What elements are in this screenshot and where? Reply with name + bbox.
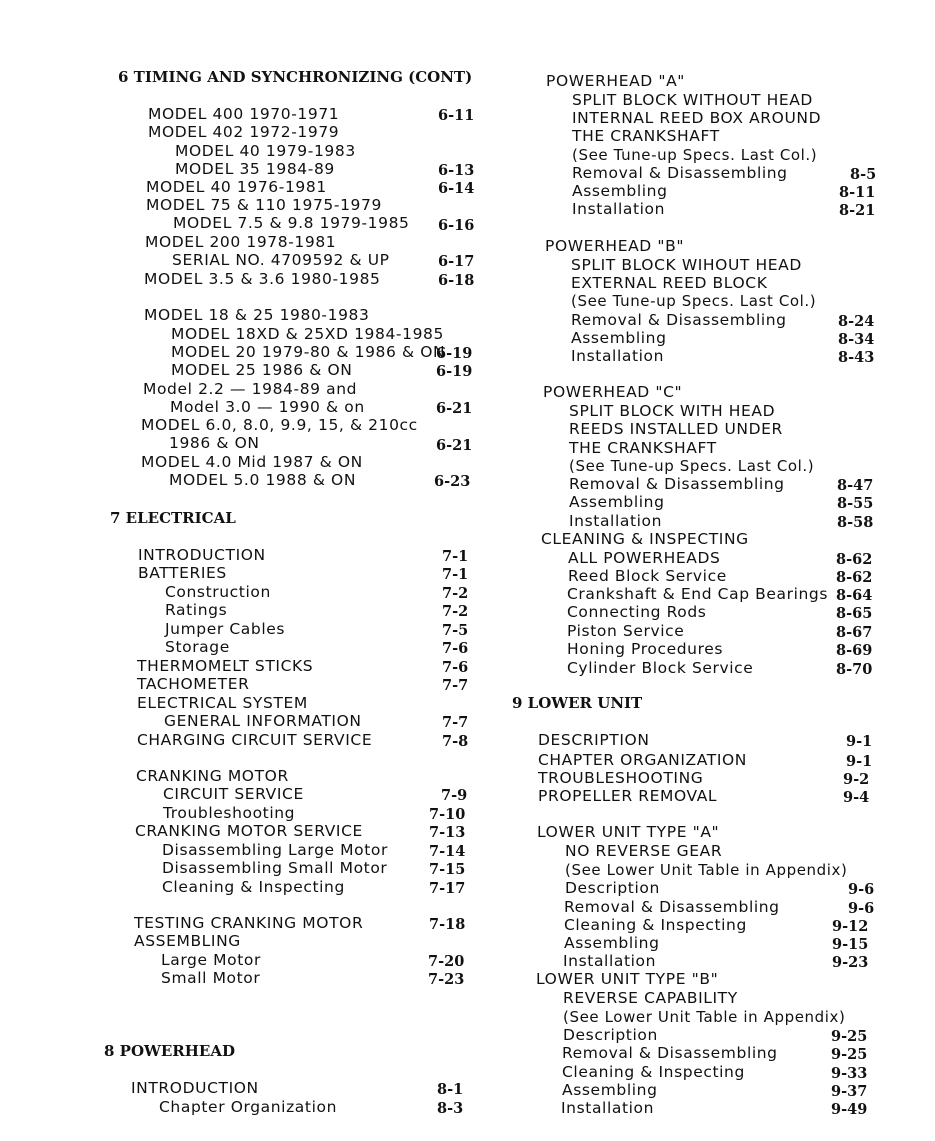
- toc-entry[interactable]: Removal & Disassembling: [564, 898, 780, 916]
- toc-entry[interactable]: POWERHEAD "A": [546, 72, 686, 90]
- toc-page-number: 9-15: [832, 936, 869, 953]
- toc-entry[interactable]: 1986 & ON: [169, 434, 260, 452]
- toc-entry[interactable]: INTERNAL REED BOX AROUND: [572, 109, 822, 127]
- toc-entry[interactable]: MODEL 200 1978-1981: [145, 233, 337, 251]
- toc-entry[interactable]: MODEL 402 1972-1979: [148, 123, 340, 141]
- toc-page-number: 8-47: [837, 477, 874, 494]
- toc-page-number: 8-11: [839, 184, 876, 201]
- toc-entry[interactable]: SPLIT BLOCK WITHOUT HEAD: [572, 91, 813, 109]
- toc-page-number: 7-8: [442, 733, 469, 750]
- toc-entry[interactable]: THE CRANKSHAFT: [569, 439, 717, 457]
- toc-entry[interactable]: POWERHEAD "C": [543, 383, 683, 401]
- toc-page-number: 9-12: [832, 918, 869, 935]
- toc-entry[interactable]: ASSEMBLING: [134, 932, 241, 950]
- toc-entry[interactable]: Chapter Organization: [159, 1098, 337, 1116]
- toc-entry[interactable]: EXTERNAL REED BLOCK: [571, 274, 768, 292]
- toc-entry[interactable]: CHARGING CIRCUIT SERVICE: [137, 731, 373, 749]
- toc-entry[interactable]: SERIAL NO. 4709592 & UP: [172, 251, 390, 269]
- toc-entry[interactable]: MODEL 25 1986 & ON: [171, 361, 353, 379]
- toc-entry[interactable]: Model 2.2 — 1984-89 and: [143, 380, 358, 398]
- toc-page-number: 8-58: [837, 514, 874, 531]
- toc-entry[interactable]: MODEL 3.5 & 3.6 1980-1985: [144, 270, 381, 288]
- chapter-6-heading: 6 TIMING AND SYNCHRONIZING (CONT): [118, 68, 473, 86]
- toc-page-number: 9-23: [832, 954, 869, 971]
- toc-page-number: 7-23: [428, 971, 465, 988]
- toc-page-number: 7-1: [442, 548, 469, 565]
- toc-entry[interactable]: CIRCUIT SERVICE: [163, 785, 304, 803]
- toc-entry[interactable]: SPLIT BLOCK WIHOUT HEAD: [571, 256, 802, 274]
- toc-entry[interactable]: Assembling: [562, 1081, 658, 1099]
- toc-entry[interactable]: Assembling: [572, 182, 668, 200]
- toc-entry[interactable]: SPLIT BLOCK WITH HEAD: [569, 402, 776, 420]
- toc-entry[interactable]: Assembling: [564, 934, 660, 952]
- toc-entry[interactable]: Description: [565, 879, 660, 897]
- toc-page-number: 7-9: [441, 787, 468, 804]
- toc-page-number: 9-1: [846, 733, 873, 750]
- toc-entry[interactable]: Installation: [563, 952, 657, 970]
- toc-entry[interactable]: MODEL 75 & 110 1975-1979: [146, 196, 382, 214]
- toc-page-number: 8-55: [837, 495, 874, 512]
- toc-page-number: 8-64: [836, 587, 873, 604]
- toc-page-number: 7-20: [428, 953, 465, 970]
- toc-page-number: 9-33: [831, 1065, 868, 1082]
- toc-entry[interactable]: LOWER UNIT TYPE "B": [536, 970, 719, 988]
- toc-page-number: 9-6: [848, 900, 875, 917]
- toc-entry[interactable]: MODEL 400 1970-1971: [148, 105, 340, 123]
- toc-entry[interactable]: TROUBLESHOOTING: [538, 769, 704, 787]
- toc-page-number: 9-25: [831, 1028, 868, 1045]
- toc-entry[interactable]: Installation: [569, 512, 663, 530]
- toc-page-number: 9-4: [843, 789, 870, 806]
- toc-entry[interactable]: (See Tune-up Specs. Last Col.): [569, 457, 815, 475]
- toc-entry[interactable]: Crankshaft & End Cap Bearings: [567, 585, 829, 603]
- toc-page-number: 9-6: [848, 881, 875, 898]
- toc-entry[interactable]: Reed Block Service: [568, 567, 727, 585]
- toc-page-number: 7-6: [442, 640, 469, 657]
- toc-page-number: 9-49: [831, 1101, 868, 1118]
- toc-entry[interactable]: MODEL 7.5 & 9.8 1979-1985: [173, 214, 410, 232]
- toc-entry[interactable]: Disassembling Large Motor: [162, 841, 388, 859]
- toc-entry[interactable]: INTRODUCTION: [131, 1079, 259, 1097]
- toc-entry[interactable]: Cleaning & Inspecting: [162, 878, 345, 896]
- toc-entry[interactable]: GENERAL INFORMATION: [164, 712, 362, 730]
- toc-page-number: 7-17: [429, 880, 466, 897]
- toc-page-number: 7-1: [442, 566, 469, 583]
- toc-entry[interactable]: MODEL 35 1984-89: [175, 160, 335, 178]
- toc-page-number: 6-21: [436, 400, 473, 417]
- toc-page-number: 7-18: [429, 916, 466, 933]
- toc-entry[interactable]: Honing Procedures: [567, 640, 724, 658]
- toc-entry[interactable]: MODEL 6.0, 8.0, 9.9, 15, & 210cc: [141, 416, 418, 434]
- toc-entry[interactable]: (See Tune-up Specs. Last Col.): [571, 292, 817, 310]
- toc-page-number: 8-65: [836, 605, 873, 622]
- toc-page-number: 8-62: [836, 551, 873, 568]
- toc-entry[interactable]: MODEL 5.0 1988 & ON: [169, 471, 357, 489]
- toc-page-number: 7-7: [442, 677, 469, 694]
- toc-page-number: 8-70: [836, 661, 873, 678]
- toc-page-number: 8-21: [839, 202, 876, 219]
- toc-entry[interactable]: NO REVERSE GEAR: [565, 842, 723, 860]
- toc-entry[interactable]: Assembling: [571, 329, 667, 347]
- toc-page-number: 8-1: [437, 1081, 464, 1098]
- toc-page-number: 6-21: [436, 437, 473, 454]
- toc-entry[interactable]: Installation: [571, 347, 665, 365]
- toc-entry[interactable]: (See Lower Unit Table in Appendix): [565, 861, 848, 879]
- toc-page-number: 8-67: [836, 624, 873, 641]
- toc-entry[interactable]: MODEL 4.0 Mid 1987 & ON: [141, 453, 363, 471]
- toc-entry[interactable]: TACHOMETER: [137, 675, 250, 693]
- toc-page-number: 8-24: [838, 313, 875, 330]
- toc-entry[interactable]: MODEL 40 1979-1983: [175, 142, 356, 160]
- toc-page-number: 6-23: [434, 473, 471, 490]
- toc-entry[interactable]: Cleaning & Inspecting: [564, 916, 747, 934]
- toc-entry[interactable]: Disassembling Small Motor: [162, 859, 388, 877]
- toc-entry[interactable]: THE CRANKSHAFT: [572, 127, 720, 145]
- toc-entry[interactable]: Removal & Disassembling: [572, 164, 788, 182]
- toc-entry[interactable]: DESCRIPTION: [538, 731, 650, 749]
- chapter-9-heading: 9 LOWER UNIT: [512, 694, 643, 712]
- toc-entry[interactable]: TESTING CRANKING MOTOR: [134, 914, 364, 932]
- toc-entry[interactable]: MODEL 20 1979-80 & 1986 & ON: [171, 343, 446, 361]
- toc-entry[interactable]: Removal & Disassembling: [569, 475, 785, 493]
- toc-entry[interactable]: Large Motor: [161, 951, 261, 969]
- toc-page-number: 7-2: [442, 603, 469, 620]
- toc-page-number: 8-43: [838, 349, 875, 366]
- toc-page-number: 8-3: [437, 1100, 464, 1117]
- toc-entry[interactable]: ALL POWERHEADS: [568, 549, 721, 567]
- toc-entry[interactable]: Troubleshooting: [163, 804, 296, 822]
- toc-page-number: 6-14: [438, 180, 475, 197]
- toc-page-number: 7-15: [429, 861, 466, 878]
- toc-entry[interactable]: POWERHEAD "B": [545, 237, 685, 255]
- toc-page-number: 6-19: [436, 345, 473, 362]
- toc-page-number: 9-2: [843, 771, 870, 788]
- toc-page-number: 6-18: [438, 272, 475, 289]
- toc-page-number: 8-5: [850, 166, 877, 183]
- toc-entry[interactable]: LOWER UNIT TYPE "A": [537, 823, 720, 841]
- toc-entry[interactable]: Small Motor: [161, 969, 261, 987]
- toc-entry[interactable]: CHAPTER ORGANIZATION: [538, 751, 747, 769]
- toc-page-number: 7-5: [442, 622, 469, 639]
- toc-entry[interactable]: Storage: [165, 638, 230, 656]
- toc-entry[interactable]: Removal & Disassembling: [571, 311, 787, 329]
- toc-entry[interactable]: Ratings: [165, 601, 228, 619]
- toc-page-number: 8-62: [836, 569, 873, 586]
- toc-entry[interactable]: PROPELLER REMOVAL: [538, 787, 718, 805]
- toc-entry[interactable]: MODEL 18XD & 25XD 1984-1985: [171, 325, 444, 343]
- toc-page-number: 6-11: [438, 107, 475, 124]
- toc-page-number: 7-14: [429, 843, 466, 860]
- toc-entry[interactable]: ELECTRICAL SYSTEM: [137, 694, 308, 712]
- toc-page-number: 9-25: [831, 1046, 868, 1063]
- toc-entry[interactable]: Assembling: [569, 493, 665, 511]
- toc-entry[interactable]: BATTERIES: [138, 564, 227, 582]
- toc-page-number: 7-7: [442, 714, 469, 731]
- toc-entry[interactable]: CRANKING MOTOR: [136, 767, 289, 785]
- toc-page-number: 8-69: [836, 642, 873, 659]
- toc-page-number: 7-13: [429, 824, 466, 841]
- toc-entry[interactable]: Piston Service: [567, 622, 685, 640]
- toc-entry[interactable]: (See Lower Unit Table in Appendix): [563, 1008, 846, 1026]
- toc-entry[interactable]: Construction: [165, 583, 271, 601]
- toc-page-number: 6-13: [438, 162, 475, 179]
- toc-entry[interactable]: MODEL 40 1976-1981: [146, 178, 327, 196]
- toc-entry[interactable]: CLEANING & INSPECTING: [541, 530, 749, 548]
- toc-entry[interactable]: REEDS INSTALLED UNDER: [569, 420, 783, 438]
- toc-page-number: 9-37: [831, 1083, 868, 1100]
- toc-page-number: 7-10: [429, 806, 466, 823]
- toc-entry[interactable]: Cleaning & Inspecting: [562, 1063, 745, 1081]
- toc-entry[interactable]: REVERSE CAPABILITY: [563, 989, 738, 1007]
- toc-entry[interactable]: INTRODUCTION: [138, 546, 266, 564]
- toc-entry[interactable]: Installation: [572, 200, 666, 218]
- toc-entry[interactable]: Jumper Cables: [165, 620, 286, 638]
- toc-entry[interactable]: CRANKING MOTOR SERVICE: [135, 822, 363, 840]
- toc-entry[interactable]: THERMOMELT STICKS: [137, 657, 314, 675]
- chapter-8-heading: 8 POWERHEAD: [104, 1042, 236, 1060]
- toc-page-number: 7-6: [442, 659, 469, 676]
- chapter-7-heading: 7 ELECTRICAL: [110, 509, 236, 527]
- toc-page-number: 9-1: [846, 753, 873, 770]
- toc-entry[interactable]: Installation: [561, 1099, 655, 1117]
- toc-entry[interactable]: (See Tune-up Specs. Last Col.): [572, 146, 818, 164]
- toc-page-number: 7-2: [442, 585, 469, 602]
- toc-entry[interactable]: Connecting Rods: [567, 603, 707, 621]
- toc-page-number: 8-34: [838, 331, 875, 348]
- toc-entry[interactable]: Cylinder Block Service: [567, 659, 754, 677]
- toc-entry[interactable]: Removal & Disassembling: [562, 1044, 778, 1062]
- toc-entry[interactable]: MODEL 18 & 25 1980-1983: [144, 306, 370, 324]
- toc-page-number: 6-16: [438, 217, 475, 234]
- toc-entry[interactable]: Description: [563, 1026, 658, 1044]
- toc-page-number: 6-17: [438, 253, 475, 270]
- toc-entry[interactable]: Model 3.0 — 1990 & on: [170, 398, 365, 416]
- toc-page-number: 6-19: [436, 363, 473, 380]
